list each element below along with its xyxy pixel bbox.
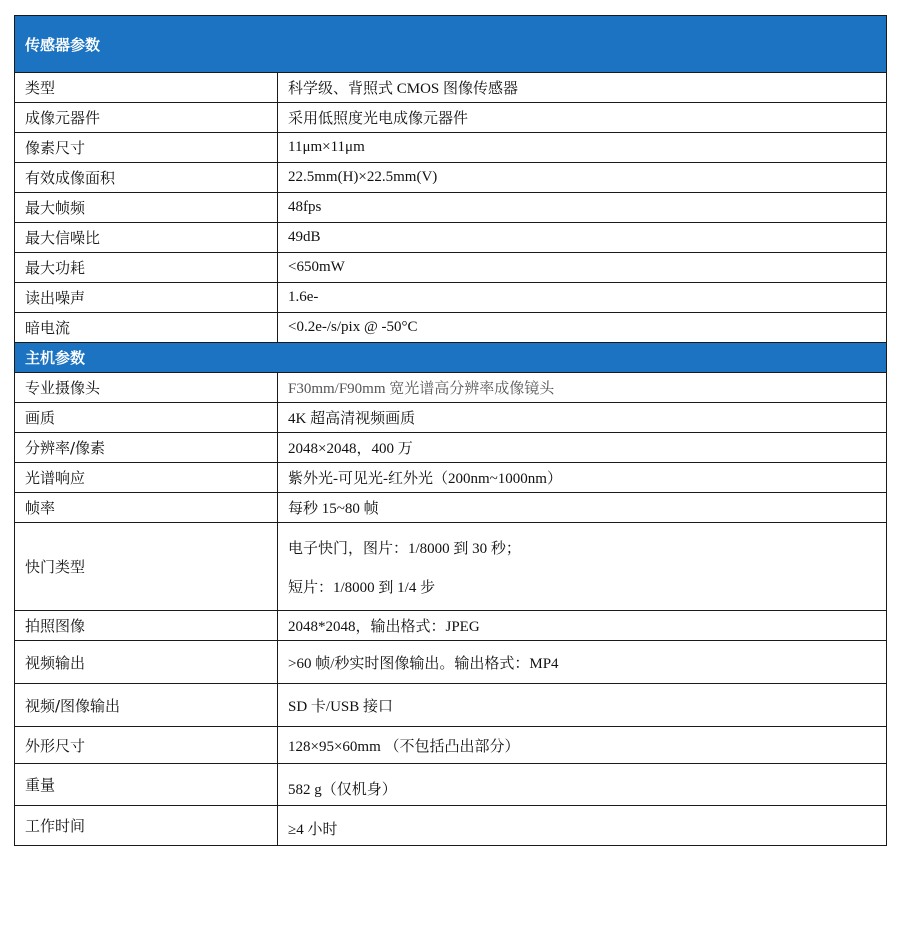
row-value: SD 卡/USB 接口 [278,684,887,727]
table-row [15,764,887,806]
table-row [15,493,887,523]
row-label: 最大信噪比 [15,223,278,253]
spec-table [14,15,887,846]
row-value: F30mm/F90mm 宽光谱高分辨率成像镜头 [278,373,887,403]
row-value: 4K 超高清视频画质 [278,403,887,433]
row-value: 11μm×11μm [278,133,887,163]
row-label: 分辨率/像素 [15,433,278,463]
table-row [15,283,887,313]
table-row [15,133,887,163]
row-label: 帧率 [15,493,278,523]
row-value: 49dB [278,223,887,253]
row-value: 22.5mm(H)×22.5mm(V) [278,163,887,193]
row-value: 128×95×60mm （不包括凸出部分） [278,727,887,764]
table-row [15,223,887,253]
shutter-line-2: 短片：1/8000 到 1/4 步 [288,579,436,596]
shutter-line-1: 电子快门，图片：1/8000 到 30 秒； [288,540,521,557]
row-label: 重量 [15,764,278,806]
row-label: 工作时间 [15,806,278,846]
row-value: 48fps [278,193,887,223]
table-row [15,433,887,463]
row-label: 视频输出 [15,641,278,684]
table-row [15,641,887,684]
row-label: 光谱响应 [15,463,278,493]
row-value: 2048×2048，400 万 [278,433,887,463]
table-row [15,163,887,193]
row-value: 每秒 15~80 帧 [278,493,887,523]
row-label: 有效成像面积 [15,163,278,193]
row-value: 采用低照度光电成像元器件 [278,103,887,133]
row-label: 最大帧频 [15,193,278,223]
section-title: 主机参数 [15,343,887,373]
row-label: 外形尺寸 [15,727,278,764]
table-row [15,73,887,103]
table-row [15,727,887,764]
row-label: 视频/图像输出 [15,684,278,727]
row-label: 类型 [15,73,278,103]
table-row [15,523,887,611]
row-label: 拍照图像 [15,611,278,641]
table-row [15,684,887,727]
row-label: 快门类型 [15,523,278,611]
table-row [15,403,887,433]
row-value-multiline [278,523,887,611]
section-header-sensor [15,16,887,73]
table-row [15,611,887,641]
section-title: 传感器参数 [15,16,887,73]
row-label: 画质 [15,403,278,433]
section-header-host [15,343,887,373]
row-value: 紫外光-可见光-红外光（200nm~1000nm） [278,463,887,493]
row-label: 暗电流 [15,313,278,343]
row-label: 最大功耗 [15,253,278,283]
row-value: ≥4 小时 [278,806,887,846]
row-value: 1.6e- [278,283,887,313]
row-value: 582 g（仅机身） [278,764,887,806]
table-row [15,806,887,846]
table-row [15,103,887,133]
table-row [15,193,887,223]
row-label: 像素尺寸 [15,133,278,163]
row-label: 成像元器件 [15,103,278,133]
row-value: 科学级、背照式 CMOS 图像传感器 [278,73,887,103]
row-value: >60 帧/秒实时图像输出。输出格式：MP4 [278,641,887,684]
row-value: 2048*2048，输出格式：JPEG [278,611,887,641]
table-row [15,373,887,403]
table-row [15,463,887,493]
table-row [15,253,887,283]
row-value: <0.2e-/s/pix @ -50°C [278,313,887,343]
row-value: <650mW [278,253,887,283]
row-label: 读出噪声 [15,283,278,313]
row-label: 专业摄像头 [15,373,278,403]
table-row [15,313,887,343]
